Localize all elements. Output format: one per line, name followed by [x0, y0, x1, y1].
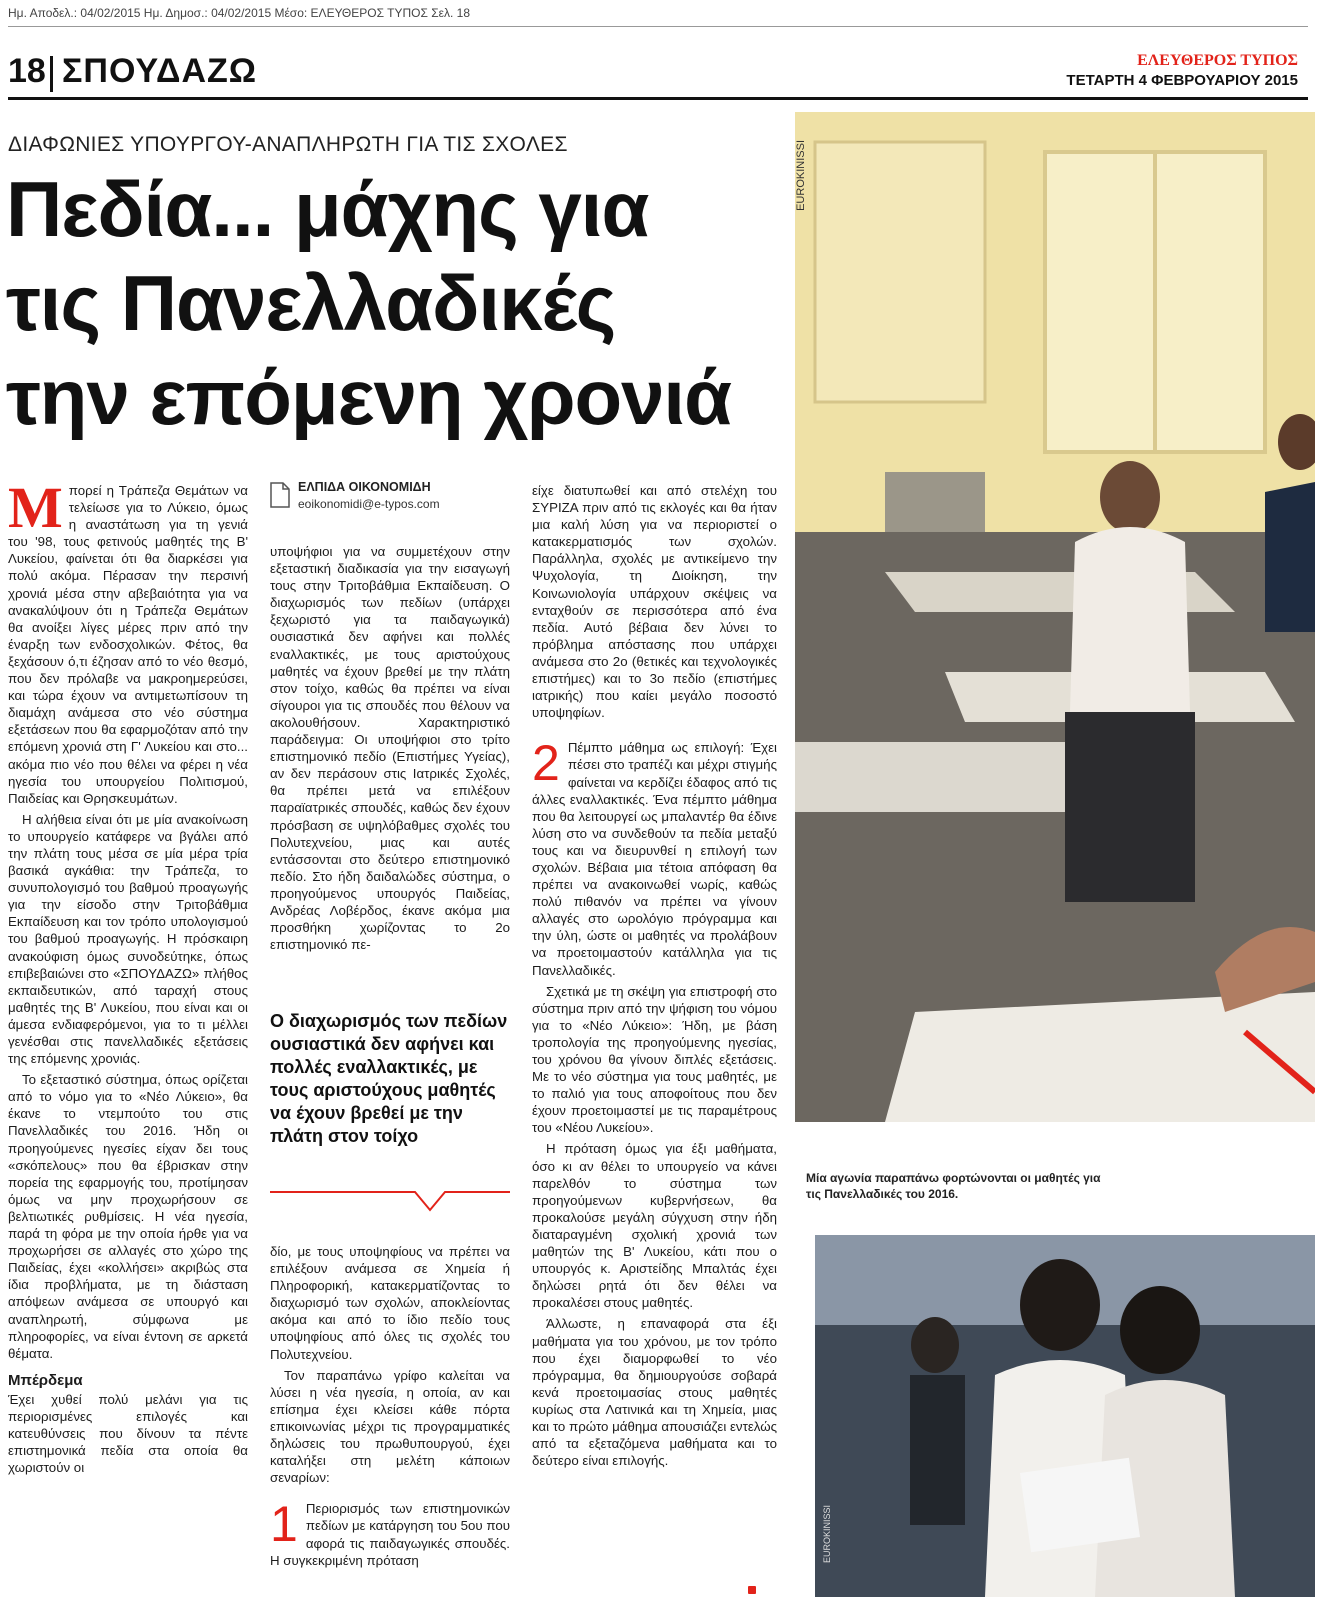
- author-name: ΕΛΠΙΔΑ ΟΙΚΟΝΟΜΙΔΗ: [298, 480, 431, 494]
- section-title: ΣΠΟΥΔΑΖΩ: [62, 52, 258, 90]
- col1-paragraph-1: πορεί η Τράπεζα Θεμάτων να τελείωσε για το Λύκειο, όμως η αναστάτωση για τη γενιά του '98, τους φετινούς μαθητές της Β' Λυκείου, φαίνεται ότι θα διαρκέσει για πολύ ακόμα. Πέρασαν την περσινή χρονιά μέσα στην αβεβαιότητα για να ανακαλύψουν ότι η Τράπεζα Θεμάτων θα ανοίξει λίγες μέρες πριν από την έναρξη των ενδοσχολικών. Φέτος, θα ξεχάσουν ό,τι έζησαν από το νέο θεσμό, που δεν πρόλαβε να μακροημερεύσει, και τώρα έχουν να αντιμετωπίσουν τη διαμάχη ανάμεσα στο νέο σύστημα εξετάσεων που θα εφαρμοζόταν από την επόμενη χρονιά στη Γ' Λυκείου και στο... ακόμα πιο νέο που θέλει να φέρει η νέα ηγεσία του υπουργείου Πολιτισμού, Παιδείας και Θρησκευμάτων.: [8, 483, 248, 806]
- article-column-1: [8, 475, 248, 1480]
- col3-paragraph-3: Σχετικά με τη σκέψη για επιστροφή στο σύστημα πριν από την ψήφιση του νόμου για το «Νέο Λύκειο»: Ήδη, με βάση τροπολογία της προηγούμενης ηγεσίας, του χρόνου θα γίνουν διπλές εξετάσεις. Με το νέο σύστημα για τους μαθητές, με το παλιό για τους αποφοίτους που δεν έχουν προετοιμαστεί με τις παραμέτρους του «Νέου Λυκείου».: [532, 983, 777, 1136]
- secondary-photo: [815, 1235, 1315, 1597]
- pull-quote: Ο διαχωρισμός των πεδίων ουσιαστικά δεν αφήνει και πολλές εναλλακτικές, με τους αριστούχους μαθητές να έχουν βρεθεί με την πλάτη στον τοίχο: [270, 1011, 508, 1146]
- author-email: eoikonomidi@e-typos.com: [298, 497, 440, 511]
- newspaper-name: ΕΛΕΥΘΕΡΟΣ ΤΥΠΟΣ: [1137, 52, 1298, 69]
- col3-paragraph-5: Άλλωστε, η επαναφορά στα έξι μαθήματα για του χρόνου, με τον τρόπο που έχει διαμορφωθεί το νέο πρόγραμμα, θα δημιουργούσε σοβαρά κενά προετοιμασίας στους μαθητές κυρίως στα Λατινικά και τη Χημεία, μιας και το πρώτο μάθημα απουσιάζει εντελώς από τα εξεταζόμενα μαθήματα και το δεύτερο είναι επιλογής.: [532, 1316, 777, 1469]
- article-end-mark: [748, 1586, 756, 1594]
- clipping-meta: Ημ. Αποδελ.: 04/02/2015 Ημ. Δημοσ.: 04/02/2015 Μέσο: ΕΛΕΥΘΕΡΟΣ ΤΥΠΟΣ Σελ. 18: [8, 6, 1308, 27]
- col2-paragraph-1: υποψήφιοι για να συμμετέχουν στην εξεταστική διαδικασία για την εισαγωγή τους στην Τριτοβάθμια Εκπαίδευση. Ο διαχωρισμός των πεδίων (υπάρχει ξεχωριστό για τα παιδαγωγικά) ουσιαστικά δεν αφήνει και πολλές εναλλακτικές, με τους αριστούχους μαθητές να έχουν βρεθεί με την πλάτη στον τοίχο, καθώς θα πρέπει να είναι σίγουροι για τις σπουδές που θέλουν να ακολουθήσουν. Χαρακτηριστικό παράδειγμα: Οι υποψήφιοι στο τρίτο επιστημονικό πεδίο (Επιστήμες Υγείας), αν δεν περάσουν στις Ιατρικές Σχολές, θα πρέπει μετά να επιλέξουν παραϊατρικές σπουδές, καθώς δεν έχουν πρόσβαση σε υψηλόβαθμες σχολές του Πολυτεχνείου, μιας και αυτές εντάσσονται στο δεύτερο επιστημονικό πεδίο. Στο ήδη δαιδαλώδες σύστημα, ο προηγούμενος υπουργός Παιδείας, Ανδρέας Λοβέρδος, έκανε ακόμα μια προσθήκη χωρίζοντας το 2ο επιστημονικό πε-: [270, 544, 510, 953]
- col3-paragraph-2: Πέμπτο μάθημα ως επιλογή: Έχει πέσει στο τραπέζι και μέχρι στιγμής φαίνεται να κερδίζει έδαφος από τις άλλες εναλλακτικές. Ένα πέμπτο μάθημα που θα λειτουργεί ως μπαλαντέρ θα έδινε λύση στο να συνδεθούν τα πεδία μεταξύ τους και να διευρυνθεί η επιλογή των σχολών. Βέβαια μια τέτοια απόφαση θα πρέπει να ανακοινωθεί νωρίς, καθώς πολύ πιθανόν να πρέπει να γίνουν αλλαγές στο ωρολόγιο πρόγραμμα και την ύλη, ώστε οι μαθητές να προλάβουν να προετοιμαστούν κατάλληλα για τις Πανελλαδικές.: [532, 740, 777, 978]
- exam-room-photo: [795, 112, 1315, 1122]
- subheading: Μπέρδεμα: [8, 1371, 83, 1389]
- col1-paragraph-3: Το εξεταστικό σύστημα, όπως ορίζεται από το νόμο για το «Νέο Λύκειο», θα έκανε το ντεμπούτο του στις Πανελλαδικές του 2016. Ήδη οι προηγούμενες ηγεσίες είχαν δει τους «σκόπελους» που θα έβρισκαν στην πορεία της εφαρμογής του, προτίμησαν όμως να μην προχωρήσουν σε βελτιωτικές ρυθμίσεις. Η νέα ηγεσία, παρά τη φόρα με την οποία ήρθε για να προχωρήσει σε αλλαγές στο χώρο της Παιδείας, έχει «κολλήσει» ακριβώς στα ίδια προβλήματα, με τη διάσταση απόψεων ανάμεσα σε υπουργό και αναπληρωτή, σύμφωνα με πληροφορίες, να είναι έντονη σε αρκετά θέματα.: [8, 1072, 248, 1361]
- page-number-divider: [50, 56, 53, 92]
- pull-quote-rule: [270, 1190, 510, 1214]
- article-column-2: [270, 543, 510, 957]
- secondary-photo-credit: EUROKINISSI: [822, 1505, 832, 1564]
- byline: [270, 480, 510, 514]
- col3-paragraph-4: Η πρόταση όμως για έξι μαθήματα, όσο κι αν θέλει το υπουργείο να κάνει παρελθόν το σύστημα των προηγούμενων κυβερνήσεων, θα προκαλούσε μεγάλη σύγχυση στην ήδη διαταραγμένη σχολική χρονιά των μαθητών της Β' Λυκείου, κάτι που ο υπουργός κ. Αριστείδης Μπαλτάς έχει δηλώσει ρητά ότι δεν θέλει να προκαλέσει στους μαθητές.: [532, 1141, 777, 1311]
- col1-paragraph-4: Έχει χυθεί πολύ μελάνι για τις περιορισμένες επιλογές και κατευθύνσεις που δίνουν τα πέντε επιστημονικά πεδία στα οποία θα χωριστούν οι: [8, 1391, 248, 1476]
- headline-line-3: την επόμενη χρονιά: [6, 353, 732, 441]
- point-number-1: 1: [270, 1496, 298, 1553]
- headline-line-1: Πεδία... μάχης για: [6, 165, 649, 253]
- drop-cap: Μ: [8, 475, 63, 540]
- photo-credit: EUROKINISSI: [795, 140, 807, 211]
- header-rule: [8, 97, 1308, 100]
- article-kicker: ΔΙΑΦΩΝΙΕΣ ΥΠΟΥΡΓΟΥ-ΑΝΑΠΛΗΡΩΤΗ ΓΙΑ ΤΙΣ ΣΧΟΛΕΣ: [8, 133, 568, 156]
- page-header: [8, 50, 1308, 102]
- page-number: 18: [8, 52, 46, 90]
- photo-caption: Μία αγωνία παραπάνω φορτώνονται οι μαθητές για τις Πανελλαδικές του 2016.: [806, 1171, 1101, 1201]
- article-column-3: [532, 482, 777, 1473]
- document-icon: [270, 482, 290, 508]
- col1-paragraph-2: Η αλήθεια είναι ότι με μία ανακοίνωση το υπουργείο κατάφερε να βγάλει από την πλάτη τους μέσα σε μία μέρα τρία βασικά αγκάθια: την Τράπεζα, το συνυπολογισμό του βαθμού προαγωγής για την είσοδο στην Τριτοβάθμια Εκπαίδευση και τον τρόπο υπολογισμού του βαθμού προαγωγής. Η πρόσκαιρη ανακούφιση όμως συνοδεύτηκε, όπως επιβεβαιώνει στο «ΣΠΟΥΔΑΖΩ» πλήθος εκπαιδευτικών, από ταραχή στους μαθητές της Β' Λυκείου, που είναι και οι άμεσα ενδιαφερόμενοι, για το τι μέλλει γενέσθαι στις πανελλαδικές εξετάσεις της επόμενης χρονιάς.: [8, 811, 248, 1067]
- col3-paragraph-1: είχε διατυπωθεί και από στελέχη του ΣΥΡΙΖΑ πριν από τις εκλογές και θα ήταν μια καλή λύση για να περιοριστεί ο κατακερματισμός των σχολών. Παράλληλα, σχολές με αντικείμενο την Ψυχολογία, τη Διοίκηση, την Κοινωνιολογία υπάρχουν σκέψεις να ενταχθούν σε περισσότερα από ένα πεδία. Αυτό βέβαια δεν λύνει το πρόβλημα απόστασης που υπάρχει ανάμεσα στο 2ο (θετικές και τεχνολογικές επιστήμες) και το 3ο πεδίο (επιστήμες ιατρικής) που καίει μεγάλο ποσοστό υποψηφίων.: [532, 483, 777, 721]
- main-photo: [795, 112, 1315, 1122]
- students-photo: [815, 1235, 1315, 1597]
- article-headline: [6, 162, 786, 444]
- issue-date: ΤΕΤΑΡΤΗ 4 ΦΕΒΡΟΥΑΡΙΟΥ 2015: [1066, 72, 1298, 89]
- col2-paragraph-4: Περιορισμός των επιστημονικών πεδίων με κατάργηση του 5ου που αφορά τις παιδαγωγικές σπουδές. Η συγκεκριμένη πρόταση: [270, 1501, 510, 1568]
- col2-paragraph-3: Τον παραπάνω γρίφο καλείται να λύσει η νέα ηγεσία, η οποία, αν και επίσημα έχει κλείσει κάθε πόρτα επικοινωνίας μέχρι τις προγραμματικές δηλώσεις του πρωθυπουργού, έχει καταλήξει στη μελέτη κάποιων σεναρίων:: [270, 1367, 510, 1486]
- point-number-2: 2: [532, 735, 560, 792]
- article-column-2-continued: [270, 1243, 510, 1573]
- headline-line-2: τις Πανελλαδικές: [6, 259, 616, 347]
- col2-paragraph-2: δίο, με τους υποψηφίους να πρέπει να επιλέξουν ανάμεσα σε Χημεία ή Πληροφορική, κατακερματίζοντας το διαχωρισμό των σχολών, αποκλείοντας ακόμα και από το ίδιο πεδίο τους υποψηφίους από όλες τις σχολές του Πολυτεχνείου.: [270, 1244, 510, 1362]
